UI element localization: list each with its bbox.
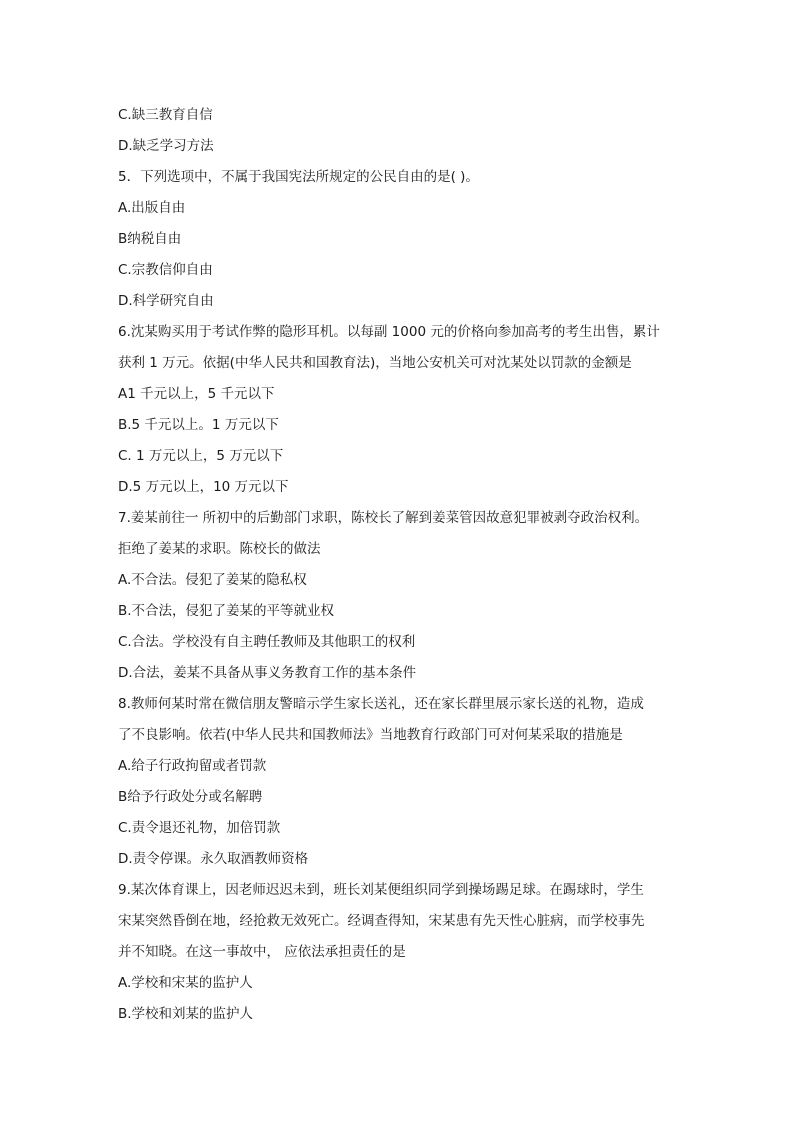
question-8-text-line-1: 8.教师何某时常在微信朋友警暗示学生家长送礼，还在家长群里展示家长送的礼物，造成 xyxy=(118,696,644,712)
question-9-text-line-2: 宋某突然昏倒在地，经抢救无效死亡。经调查得知，宋某患有先天性心脏病，而学校事先 xyxy=(118,913,645,929)
option-c-q5: C.宗教信仰自由 xyxy=(118,262,213,278)
question-6-text-line-2: 获利 1 万元。依据(中华人民共和国教育法)，当地公安机关可对沈某处以罚款的金额是 xyxy=(118,355,632,371)
option-c-q8: C.责令退还礼物，加倍罚款 xyxy=(118,820,281,836)
question-9-text-line-1: 9.某次体育课上，因老师迟迟未到，班长刘某便组织同学到操场踢足球。在踢球时，学生 xyxy=(118,882,644,898)
option-a-q6: A1 千元以上，5 千元以下 xyxy=(118,386,275,402)
option-b-q5: B纳税自由 xyxy=(118,231,182,247)
option-a-q7: A.不合法。侵犯了姜某的隐私权 xyxy=(118,572,307,588)
option-d-q8: D.责令停课。永久取酒教师资格 xyxy=(118,851,309,867)
option-c-q7: C.合法。学校没有自主聘任教师及其他职工的权利 xyxy=(118,634,416,650)
question-7-text-line-1: 7.姜某前往一 所初中的后勤部门求职，陈校长了解到姜菜管因故意犯罪被剥夺政治权利。 xyxy=(118,510,649,526)
option-b-q6: B.5 千元以上。1 万元以下 xyxy=(118,417,279,433)
question-7-text-line-2: 拒绝了姜某的求职。陈校长的做法 xyxy=(118,541,321,557)
option-c-q4: C.缺三教育自信 xyxy=(118,107,213,123)
option-d-q7: D.合法，姜某不具备从事义务教育工作的基本条件 xyxy=(118,665,417,681)
option-d-q5: D.科学研究自由 xyxy=(118,293,214,309)
option-b-q9: B.学校和刘某的监护人 xyxy=(118,1006,254,1022)
option-b-q7: B.不合法，侵犯了姜某的平等就业权 xyxy=(118,603,335,619)
question-8-text-line-2: 了不良影响。依若(中华人民共和国教师法》当地教育行政部门可对何某采取的措施是 xyxy=(118,727,623,743)
question-9-text-line-3: 并不知晓。在这一事故中， 应依法承担责任的是 xyxy=(118,944,406,960)
option-a-q8: A.给子行政拘留或者罚款 xyxy=(118,758,267,774)
question-5-text: 5．下列选项中，不属于我国宪法所规定的公民自由的是( )。 xyxy=(118,169,479,185)
question-6-text-line-1: 6.沈某购买用于考试作弊的隐形耳机。以每副 1000 元的价格向参加高考的考生出售，累计 xyxy=(118,324,660,340)
option-a-q9: A.学校和宋某的监护人 xyxy=(118,975,253,991)
option-d-q6: D.5 万元以上，10 万元以下 xyxy=(118,479,289,495)
option-d-q4: D.缺乏学习方法 xyxy=(118,138,214,154)
option-b-q8: B给予行政处分或名解聘 xyxy=(118,789,263,805)
option-c-q6: C. 1 万元以上，5 万元以下 xyxy=(118,448,284,464)
option-a-q5: A.出版自由 xyxy=(118,200,186,216)
document-body xyxy=(118,100,678,1030)
